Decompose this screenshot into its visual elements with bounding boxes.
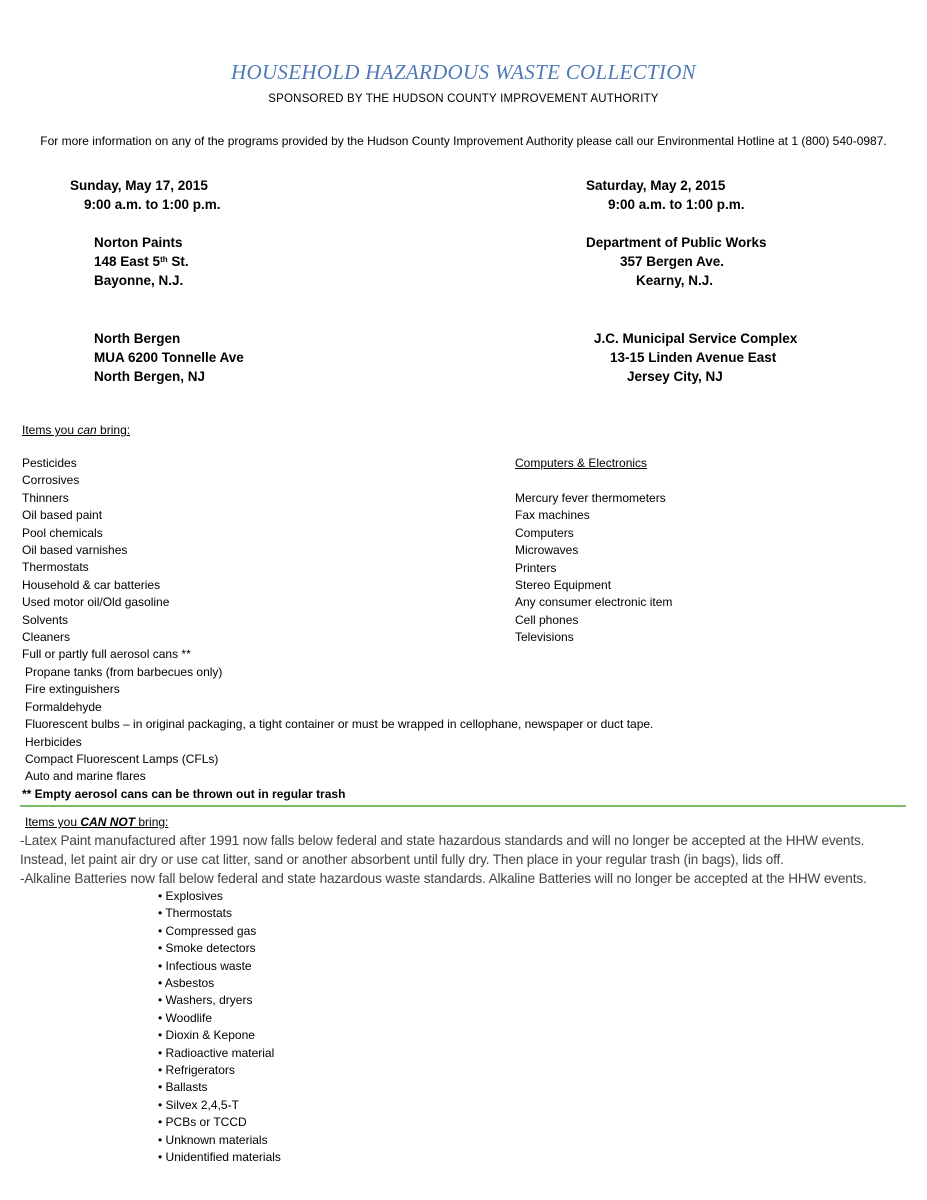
list-item: • Asbestos	[158, 976, 215, 991]
right-event-date: Saturday, May 2, 2015	[586, 178, 726, 193]
right-location-1-city: Kearny, N.J.	[636, 273, 714, 288]
list-item: Fluorescent bulbs – in original packaging, a tight container or must be wrapped in cellophane, newspaper or duct tape.	[25, 717, 654, 732]
list-item: • PCBs or TCCD	[158, 1115, 247, 1130]
list-item: Solvents	[22, 612, 69, 627]
can-bring-heading: Items you can bring:	[22, 423, 131, 437]
list-item: • Silvex 2,4,5-T	[158, 1097, 239, 1112]
list-item: Stereo Equipment	[515, 578, 612, 593]
list-item: Televisions	[515, 630, 574, 645]
left-location-2-address: MUA 6200 Tonnelle Ave	[94, 350, 244, 365]
left-location-1-address: 148 East 5th St.	[94, 254, 189, 269]
electronics-heading: Computers & Electronics	[515, 456, 648, 470]
list-item: Thinners	[22, 490, 69, 505]
alkaline-batteries-note: -Alkaline Batteries now fall below federal and state hazardous waste standards. Alkaline Batteries will no longer be accepted at the HHW events.	[20, 871, 867, 886]
list-item: Oil based paint	[22, 508, 103, 523]
list-item: Microwaves	[515, 543, 579, 558]
list-item: • Unknown materials	[158, 1132, 268, 1147]
left-event-date: Sunday, May 17, 2015	[70, 178, 208, 193]
list-item: Cleaners	[22, 630, 71, 645]
list-item: • Compressed gas	[158, 923, 257, 938]
document-title: HOUSEHOLD HAZARDOUS WASTE COLLECTION	[231, 60, 696, 84]
sponsor-line: SPONSORED BY THE HUDSON COUNTY IMPROVEMENT AUTHORITY	[268, 93, 659, 105]
latex-paint-note-2: Instead, let paint air dry or use cat litter, sand or another absorbent until fully dry. Then place in your regular trash (in bags), lids off.	[20, 852, 784, 867]
right-event-time: 9:00 a.m. to 1:00 p.m.	[608, 197, 745, 212]
right-location-2-name: J.C. Municipal Service Complex	[594, 331, 798, 346]
hotline-info: For more information on any of the programs provided by the Hudson County Improvement Authority please call our Environmental Hotline at 1 (800) 540-0987.	[40, 134, 887, 148]
list-item: Mercury fever thermometers	[515, 491, 666, 505]
left-location-2-name: North Bergen	[94, 331, 181, 346]
list-item: • Woodlife	[158, 1010, 213, 1025]
left-event-time: 9:00 a.m. to 1:00 p.m.	[84, 197, 221, 212]
list-item: • Washers, dryers	[158, 993, 253, 1008]
cannot-bring-heading: Items you CAN NOT bring:	[25, 815, 169, 829]
left-location-2-city: North Bergen, NJ	[94, 369, 206, 384]
list-item: • Dioxin & Kepone	[158, 1028, 255, 1043]
list-item: Fire extinguishers	[25, 682, 120, 697]
list-item: Formaldehyde	[25, 699, 102, 714]
cannot-bring-list	[158, 888, 281, 1167]
right-location-1-address: 357 Bergen Ave.	[620, 254, 725, 269]
list-item: Fax machines	[515, 508, 590, 523]
list-item: • Thermostats	[158, 906, 233, 921]
right-location-1-name: Department of Public Works	[586, 235, 767, 250]
list-item: • Explosives	[158, 889, 223, 903]
section-divider	[20, 805, 906, 807]
list-item: • Unidentified materials	[158, 1150, 281, 1165]
list-item: • Refrigerators	[158, 1063, 235, 1078]
list-item: Computers	[515, 525, 574, 540]
left-location-1	[94, 233, 189, 290]
latex-paint-note-1: -Latex Paint manufactured after 1991 now falls below federal and state hazardous standards and will no longer be accepted at the HHW events.	[20, 833, 865, 848]
left-location-2	[94, 329, 244, 386]
list-item: Household & car batteries	[22, 577, 161, 592]
list-item: Compact Fluorescent Lamps (CFLs)	[25, 751, 219, 766]
list-item: Oil based varnishes	[22, 543, 128, 558]
list-item: Corrosives	[22, 473, 80, 488]
list-item: Any consumer electronic item	[515, 595, 673, 610]
list-item: • Radioactive material	[158, 1045, 275, 1060]
list-item: Full or partly full aerosol cans **	[22, 647, 191, 662]
electronics-list	[515, 490, 672, 647]
list-item: Used motor oil/Old gasoline	[22, 595, 170, 610]
left-location-1-name: Norton Paints	[94, 235, 183, 250]
list-item: Cell phones	[515, 612, 579, 627]
left-location-1-city: Bayonne, N.J.	[94, 273, 184, 288]
right-location-2-city: Jersey City, NJ	[627, 369, 723, 384]
list-item: Printers	[515, 560, 557, 575]
aerosol-note: ** Empty aerosol cans can be thrown out in regular trash	[22, 786, 346, 801]
list-item: • Ballasts	[158, 1080, 208, 1095]
list-item: • Smoke detectors	[158, 941, 256, 956]
list-item: Auto and marine flares	[25, 769, 146, 784]
list-item: Propane tanks (from barbecues only)	[25, 664, 223, 679]
list-item: Herbicides	[25, 734, 82, 749]
right-location-2-address: 13-15 Linden Avenue East	[610, 350, 777, 365]
list-item: Thermostats	[22, 560, 89, 575]
list-item: Pesticides	[22, 456, 77, 470]
list-item: Pool chemicals	[22, 525, 103, 540]
list-item: • Infectious waste	[158, 958, 252, 973]
